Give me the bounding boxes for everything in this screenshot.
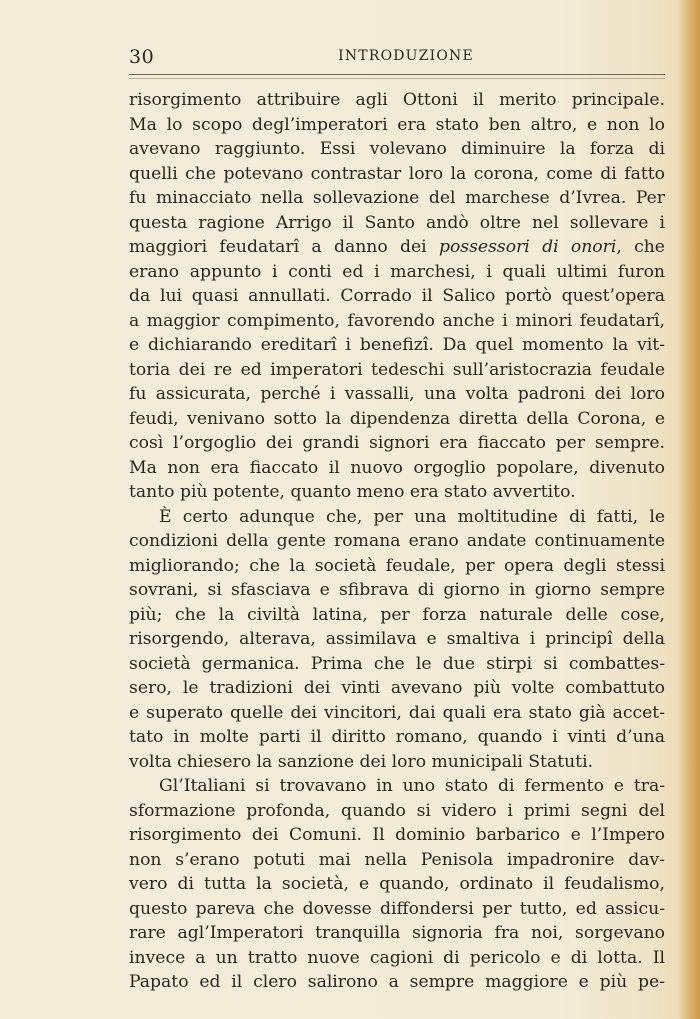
text-line: e dichiarando ereditarî i benefizî. Da quel momento la vit-: [129, 335, 665, 355]
text-line: da lui quasi annullati. Corrado il Salico portò quest’opera: [129, 286, 665, 306]
text-line: risorgimento dei Comuni. Il dominio barbarico e l’Impero: [129, 825, 665, 845]
text-line: sformazione profonda, quando si videro i primi segni del: [129, 800, 665, 821]
text-line: fu minacciato nella sollevazione del marchese d’Ivrea. Per: [129, 188, 665, 208]
page-number: 30: [129, 46, 155, 68]
text-line: sovrani, si sfasciava e sfibrava di giorno in giorno sempre: [129, 580, 665, 600]
text-line: quelli che potevano contrastar loro la corona, come di fatto: [129, 163, 665, 184]
text-line: rare agl’Imperatori tranquilla signoria fra noi, sorgevano: [129, 923, 665, 943]
text-line: Gl’Italiani si trovavano in uno stato di fermento e tra-: [159, 776, 665, 796]
text-line: migliorando; che la società feudale, per opera degli stessi: [129, 555, 665, 576]
text-line: toria dei re ed imperatori tedeschi sull’aristocrazia feudale: [129, 359, 665, 380]
text-run: , che: [616, 237, 665, 257]
text-line: condizioni della gente romana erano andate continuamente: [129, 531, 665, 551]
text-line: fu assicurata, perché i vassalli, una volta padroni dei loro: [129, 384, 665, 404]
text-line: È certo adunque che, per una moltitudine di fatti, le: [159, 506, 665, 527]
page-edge: [678, 0, 700, 1019]
text-line: invece a un tratto nuove cagioni di pericolo e di lotta. Il: [129, 947, 665, 968]
text-line: tanto più potente, quanto meno era stato avvertito.: [129, 482, 576, 502]
text-line: risorgimento attribuire agli Ottoni il merito principale.: [129, 90, 665, 110]
text-line: questo pareva che dovesse diffondersi per tutto, ed assicu-: [129, 898, 665, 919]
text-line: feudi, venivano sotto la dipendenza diretta della Corona, e: [129, 408, 665, 429]
text-line: vero di tutta la società, e quando, ordinato il feudalismo,: [129, 874, 665, 894]
page-header: [129, 40, 665, 80]
header-rule: [129, 74, 665, 75]
text-line: risorgendo, alterava, assimilava e smaltiva i principî della: [129, 629, 665, 649]
text-line: Ma lo scopo degl’imperatori era stato ben altro, e non lo: [129, 114, 665, 135]
text-line: volta chiesero la sanzione dei loro municipali Statuti.: [129, 751, 594, 772]
text-line: non s’erano potuti mai nella Penisola impadronire dav-: [129, 849, 665, 870]
text-line: sero, le tradizioni dei vinti avevano più volte combattuto: [129, 678, 665, 698]
italic-term: possessori di onori: [438, 237, 617, 257]
text-line: società germanica. Prima che le due stirpi si combattes-: [129, 653, 665, 674]
text-line: più; che la civiltà latina, per forza naturale delle cose,: [129, 604, 665, 625]
running-title: INTRODUZIONE: [338, 48, 474, 64]
text-line: così l’orgoglio dei grandi signori era fiaccato per sempre.: [129, 433, 665, 453]
header-rule-thin: [129, 78, 665, 79]
text-line: a maggior compimento, favorendo anche i minori feudatarî,: [129, 310, 665, 331]
text-line: erano appunto i conti ed i marchesi, i quali ultimi furon: [129, 261, 665, 282]
text-line: Ma non era fiaccato il nuovo orgoglio popolare, divenuto: [129, 457, 665, 478]
text-line: e superato quelle dei vincitori, dai quali era stato già accet-: [129, 702, 665, 723]
text-line: Papato ed il clero salirono a sempre maggiore e più pe-: [129, 972, 665, 992]
text-line: questa ragione Arrigo il Santo andò oltre nel sollevare i: [129, 212, 665, 233]
body-text: [129, 88, 665, 995]
text-line: avevano raggiunto. Essi volevano diminuire la forza di: [129, 139, 665, 159]
text-line: [129, 235, 665, 260]
text-run: maggiori feudatarî a danno dei: [129, 237, 439, 257]
text-line: tato in molte parti il diritto romano, quando i vinti d’una: [129, 727, 665, 747]
